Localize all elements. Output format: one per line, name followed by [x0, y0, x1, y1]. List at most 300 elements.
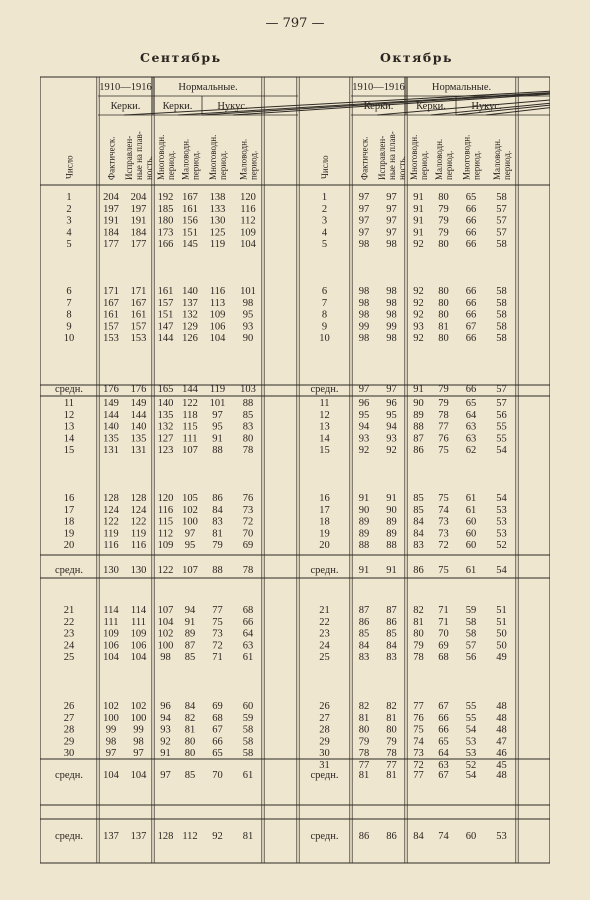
day-number: 26: [63, 701, 75, 712]
table-cell: 58: [465, 616, 477, 628]
day-number: 22: [63, 616, 75, 628]
table-cell: 63: [242, 640, 254, 652]
table-cell: 167: [130, 297, 147, 309]
table-cell: 45: [496, 760, 507, 771]
mean-cell: 78: [242, 565, 254, 576]
table-cell: 157: [103, 321, 119, 333]
table-cell: 56: [465, 652, 477, 664]
mean-cell: 104: [130, 770, 147, 781]
table-cell: 70: [242, 528, 254, 540]
mean-cell: 144: [182, 384, 198, 395]
table-cell: 58: [465, 628, 477, 640]
table-cell: 123: [157, 445, 174, 457]
table-cell: 161: [130, 309, 147, 321]
table-cell: 99: [133, 724, 144, 736]
vertical-header-label: период.: [502, 150, 512, 180]
table-cell: 98: [133, 736, 144, 748]
mean-cell: 119: [209, 384, 226, 395]
vertical-header-label: период.: [248, 150, 259, 180]
mean-cell: 104: [103, 770, 119, 781]
table-cell: 112: [240, 215, 256, 227]
table-cell: 79: [438, 227, 449, 239]
table-cell: 49: [496, 652, 507, 664]
day-number: 10: [63, 333, 75, 345]
table-cell: 66: [438, 712, 449, 724]
table-cell: 82: [184, 712, 196, 724]
table-cell: 161: [182, 203, 198, 215]
header-normal-left: Нормальные.: [178, 82, 238, 93]
table-cell: 90: [413, 398, 424, 409]
mean-cell: 165: [157, 384, 174, 395]
mean-cell: 88: [212, 565, 223, 576]
table-cell: 79: [212, 540, 223, 552]
table-cell: 64: [465, 409, 477, 421]
table-cell: 65: [438, 736, 449, 748]
table-cell: 70: [438, 628, 449, 640]
table-cell: 197: [103, 203, 119, 215]
table-cell: 144: [157, 333, 174, 345]
table-cell: 71: [438, 605, 449, 616]
vertical-header-label: период.: [444, 150, 454, 180]
table-cell: 79: [438, 398, 449, 409]
table-cell: 53: [465, 736, 477, 748]
table-cell: 102: [157, 628, 174, 640]
table-cell: 53: [496, 504, 507, 516]
table-cell: 93: [358, 433, 370, 445]
total-mean-cell: 60: [465, 831, 477, 842]
mean-cell: 79: [438, 384, 449, 395]
table-cell: 64: [438, 748, 449, 760]
vertical-header-label: период.: [190, 150, 201, 180]
table-cell: 131: [103, 445, 119, 457]
table-cell: 96: [358, 398, 370, 409]
table-cell: 61: [465, 493, 477, 504]
table-cell: 57: [496, 227, 507, 239]
table-cell: 119: [209, 239, 226, 251]
vertical-header-label: Исправлен-: [377, 135, 387, 180]
table-cell: 105: [182, 493, 198, 504]
table-cell: 88: [413, 421, 424, 433]
mean-cell: 77: [413, 770, 424, 781]
table-cell: 95: [358, 409, 370, 421]
table-cell: 85: [358, 628, 370, 640]
table-cell: 97: [133, 748, 144, 760]
table-cell: 97: [358, 203, 370, 215]
table-cell: 89: [413, 409, 424, 421]
mean-cell: 130: [103, 565, 119, 576]
table-cell: 75: [438, 493, 449, 504]
header-normal-right: Нормальные.: [431, 82, 492, 93]
table-cell: 132: [157, 421, 174, 433]
day-number: 30: [319, 748, 330, 760]
table-cell: 161: [157, 286, 174, 297]
table-cell: 92: [413, 286, 424, 297]
table-cell: 73: [413, 748, 424, 760]
mean-cell: 61: [465, 565, 477, 576]
table-cell: 83: [358, 652, 370, 664]
table-cell: 81: [358, 712, 370, 724]
table-cell: 85: [413, 493, 424, 504]
day-number: 9: [66, 321, 72, 333]
table-cell: 97: [386, 192, 397, 203]
table-cell: 106: [209, 321, 226, 333]
header-factual-right: [360, 137, 370, 180]
table-cell: 109: [103, 628, 119, 640]
header-low-water-nukus-right: [492, 139, 512, 180]
table-cell: 57: [496, 203, 507, 215]
mean-cell: 48: [496, 770, 507, 781]
total-mean-label: средн.: [310, 831, 339, 842]
table-cell: 58: [496, 239, 507, 251]
table-cell: 87: [358, 605, 370, 616]
total-mean-cell: 137: [103, 831, 119, 842]
table-cell: 100: [103, 712, 119, 724]
table-cell: 54: [465, 724, 477, 736]
table-cell: 106: [103, 640, 119, 652]
table-cell: 173: [157, 227, 174, 239]
table-cell: 88: [212, 445, 223, 457]
table-cell: 92: [413, 297, 424, 309]
table-cell: 204: [103, 192, 119, 203]
table-cell: 55: [496, 421, 507, 433]
table-cell: 79: [358, 736, 370, 748]
table-cell: 124: [103, 504, 119, 516]
table-cell: 65: [212, 748, 223, 760]
table-cell: 114: [130, 605, 147, 616]
table-cell: 109: [130, 628, 147, 640]
table-cell: 52: [496, 540, 507, 552]
table-cell: 68: [438, 652, 449, 664]
day-number: 26: [319, 701, 330, 712]
table-cell: 93: [242, 321, 254, 333]
day-number: 17: [63, 504, 75, 516]
table-cell: 185: [157, 203, 174, 215]
header-period-right: 1910—1916: [352, 82, 405, 93]
day-number: 3: [321, 215, 328, 227]
header-chislo-left: [65, 155, 75, 179]
mean-cell: 81: [386, 770, 397, 781]
table-cell: 98: [358, 286, 370, 297]
table-cell: 99: [105, 724, 117, 736]
table-cell: 88: [386, 540, 397, 552]
vertical-header-label: ные на плав-: [134, 131, 144, 180]
day-number: 25: [319, 652, 330, 664]
table-cell: 95: [212, 421, 223, 433]
table-cell: 124: [130, 504, 147, 516]
table-cell: 86: [413, 445, 424, 457]
table-cell: 135: [103, 433, 119, 445]
month-september-title: Сентябрь: [140, 50, 222, 65]
total-mean-cell: 112: [182, 831, 198, 842]
table-cell: 104: [157, 616, 174, 628]
table-cell: 115: [182, 421, 198, 433]
mean-cell: 86: [413, 565, 424, 576]
table-cell: 95: [386, 409, 397, 421]
day-number: 18: [63, 516, 75, 528]
day-number: 18: [319, 516, 330, 528]
table-cell: 140: [182, 286, 198, 297]
table-cell: 98: [386, 286, 397, 297]
mean-cell: 91: [413, 384, 424, 395]
header-high-water-nukus-right: [462, 135, 482, 180]
day-number: 13: [319, 421, 330, 433]
table-cell: 104: [240, 239, 256, 251]
page-number: — 797 —: [265, 16, 325, 31]
table-cell: 98: [386, 239, 397, 251]
vertical-header-label: Многоводн.: [409, 134, 419, 180]
mean-cell: 85: [184, 770, 196, 781]
table-cell: 71: [438, 616, 449, 628]
table-cell: 127: [157, 433, 174, 445]
table-cell: 58: [496, 286, 507, 297]
table-cell: 113: [209, 297, 226, 309]
total-mean-cell: 128: [157, 831, 174, 842]
table-cell: 80: [358, 724, 370, 736]
mean-cell: 61: [242, 770, 254, 781]
day-number: 28: [63, 724, 75, 736]
table-cell: 119: [130, 528, 147, 540]
table-cell: 97: [386, 215, 397, 227]
mean-cell: 67: [438, 770, 449, 781]
table-cell: 74: [413, 736, 424, 748]
mean-cell: 97: [386, 384, 397, 395]
table-cell: 138: [209, 192, 226, 203]
table-cell: 98: [358, 309, 370, 321]
table-cell: 71: [212, 652, 223, 664]
table-cell: 82: [358, 701, 370, 712]
discharge-table: [40, 75, 550, 865]
table-cell: 53: [496, 516, 507, 528]
table-cell: 67: [438, 701, 449, 712]
table-cell: 79: [438, 203, 449, 215]
vertical-header-label: Маловодн.: [180, 138, 191, 180]
table-cell: 100: [130, 712, 147, 724]
table-cell: 69: [438, 640, 449, 652]
table-cell: 66: [242, 616, 254, 628]
mean-cell: 54: [496, 565, 507, 576]
table-cell: 137: [182, 297, 198, 309]
table-cell: 93: [413, 321, 424, 333]
table-cell: 96: [386, 398, 397, 409]
table-cell: 64: [242, 628, 254, 640]
table-cell: 132: [182, 309, 198, 321]
day-number: 27: [319, 712, 330, 724]
day-number: 20: [63, 540, 75, 552]
table-cell: 73: [242, 504, 254, 516]
mean-cell: 91: [386, 565, 397, 576]
header-nukus-right: Нукус.: [471, 101, 502, 112]
header-kerki-normal-right: Керки.: [416, 101, 446, 112]
day-number: 17: [319, 504, 330, 516]
table-cell: 140: [130, 421, 147, 433]
table-cell: 93: [160, 724, 171, 736]
table-cell: 83: [386, 652, 397, 664]
mean-cell: 91: [358, 565, 370, 576]
mean-cell: 97: [358, 384, 370, 395]
table-cell: 81: [184, 724, 196, 736]
table-cell: 82: [386, 701, 397, 712]
header-chislo-right: [320, 155, 330, 179]
table-cell: 51: [496, 605, 507, 616]
mean-cell: 81: [358, 770, 370, 781]
mean-label: средн.: [310, 565, 339, 576]
header-low-water-kerki-right: [434, 139, 454, 180]
day-number: 16: [63, 493, 75, 504]
table-cell: 94: [160, 712, 171, 724]
table-cell: 95: [184, 540, 196, 552]
table-cell: 85: [413, 504, 424, 516]
table-cell: 140: [157, 398, 174, 409]
header-kerki-right: Керки.: [363, 101, 394, 112]
table-cell: 100: [182, 516, 198, 528]
table-cell: 102: [130, 701, 147, 712]
table-body: [55, 192, 508, 842]
table-cell: 60: [465, 516, 477, 528]
table-cell: 119: [103, 528, 119, 540]
mean-cell: 107: [182, 565, 198, 576]
table-cell: 50: [496, 640, 507, 652]
table-cell: 88: [358, 540, 370, 552]
table-cell: 125: [209, 227, 226, 239]
day-number: 8: [321, 309, 328, 321]
table-cell: 144: [103, 409, 119, 421]
table-cell: 79: [386, 736, 397, 748]
table-cell: 65: [465, 192, 477, 203]
table-cell: 104: [209, 333, 226, 345]
table-cell: 184: [130, 227, 147, 239]
table-cell: 66: [465, 227, 477, 239]
table-cell: 87: [184, 640, 196, 652]
vertical-header-label: период.: [471, 150, 482, 180]
table-cell: 94: [358, 421, 370, 433]
day-number: 22: [319, 616, 330, 628]
table-cell: 58: [496, 321, 507, 333]
table-cell: 83: [413, 540, 424, 552]
table-cell: 66: [465, 286, 477, 297]
day-number: 5: [321, 239, 328, 251]
table-cell: 55: [465, 701, 477, 712]
day-number: 2: [66, 203, 72, 215]
table-cell: 111: [182, 433, 198, 445]
table-cell: 92: [358, 445, 370, 457]
table-cell: 75: [438, 445, 449, 457]
table-cell: 89: [386, 516, 397, 528]
day-number: 27: [63, 712, 75, 724]
table-cell: 66: [465, 203, 477, 215]
table-cell: 140: [103, 421, 119, 433]
table-cell: 102: [182, 504, 198, 516]
table-cell: 101: [240, 286, 256, 297]
table-cell: 102: [103, 701, 119, 712]
table-cell: 177: [130, 239, 147, 251]
vertical-header-label: Многоводн.: [156, 134, 166, 180]
table-cell: 116: [103, 540, 119, 552]
total-mean-cell: 84: [413, 831, 424, 842]
table-cell: 66: [465, 297, 477, 309]
table-cell: 153: [103, 333, 119, 345]
table-cell: 78: [386, 748, 397, 760]
table-cell: 86: [212, 493, 223, 504]
table-cell: 92: [413, 333, 424, 345]
table-cell: 84: [413, 516, 424, 528]
table-cell: 79: [438, 215, 449, 227]
table-cell: 98: [386, 309, 397, 321]
table-cell: 68: [212, 712, 223, 724]
table-cell: 52: [465, 760, 477, 771]
table-cell: 54: [496, 445, 507, 457]
table-cell: 167: [103, 297, 119, 309]
day-number: 4: [66, 227, 72, 239]
table-cell: 82: [413, 605, 424, 616]
table-cell: 59: [465, 605, 477, 616]
table-cell: 126: [182, 333, 198, 345]
day-number: 14: [63, 433, 75, 445]
table-cell: 131: [130, 445, 147, 457]
vertical-header-label: период.: [218, 150, 228, 180]
table-cell: 57: [496, 215, 507, 227]
day-number: 4: [321, 227, 328, 239]
table-cell: 115: [157, 516, 174, 528]
table-cell: 106: [130, 640, 147, 652]
table-cell: 53: [496, 528, 507, 540]
vertical-header-label: Многоводн.: [461, 134, 472, 180]
table-cell: 116: [130, 540, 147, 552]
table-cell: 72: [413, 760, 424, 771]
table-cell: 55: [465, 712, 477, 724]
table-cell: 98: [105, 736, 117, 748]
day-number: 24: [319, 640, 330, 652]
day-number: 30: [63, 748, 75, 760]
table-cell: 97: [212, 409, 223, 421]
day-number: 3: [66, 215, 72, 227]
table-cell: 111: [131, 616, 146, 628]
table-cell: 98: [358, 239, 370, 251]
header-factual-left: [107, 137, 117, 180]
total-mean-cell: 53: [496, 831, 507, 842]
table-cell: 204: [130, 192, 147, 203]
header-high-water-kerki-right: [409, 135, 429, 180]
day-number: 19: [63, 528, 75, 540]
table-cell: 157: [157, 297, 174, 309]
table-cell: 83: [242, 421, 254, 433]
total-mean-cell: 86: [358, 831, 370, 842]
table-cell: 92: [413, 239, 424, 251]
day-number: 10: [319, 333, 330, 345]
table-cell: 120: [157, 493, 174, 504]
header-corrected-right: [377, 131, 407, 180]
table-cell: 73: [438, 516, 449, 528]
table-cell: 91: [413, 192, 424, 203]
table-cell: 69: [212, 701, 223, 712]
table-cell: 116: [209, 286, 226, 297]
table-cell: 122: [182, 398, 198, 409]
table-cell: 94: [184, 605, 196, 616]
table-cell: 111: [103, 616, 119, 628]
table-cell: 157: [130, 321, 147, 333]
table-cell: 97: [358, 192, 370, 203]
table-cell: 161: [103, 309, 119, 321]
day-number: 19: [319, 528, 330, 540]
table-cell: 66: [438, 724, 449, 736]
table-cell: 104: [130, 652, 147, 664]
table-cell: 68: [242, 605, 254, 616]
table-cell: 58: [242, 724, 254, 736]
vertical-header-label: Маловодн.: [238, 138, 249, 180]
table-cell: 191: [130, 215, 147, 227]
table-cell: 191: [103, 215, 119, 227]
table-cell: 91: [413, 227, 424, 239]
table-cell: 98: [358, 297, 370, 309]
